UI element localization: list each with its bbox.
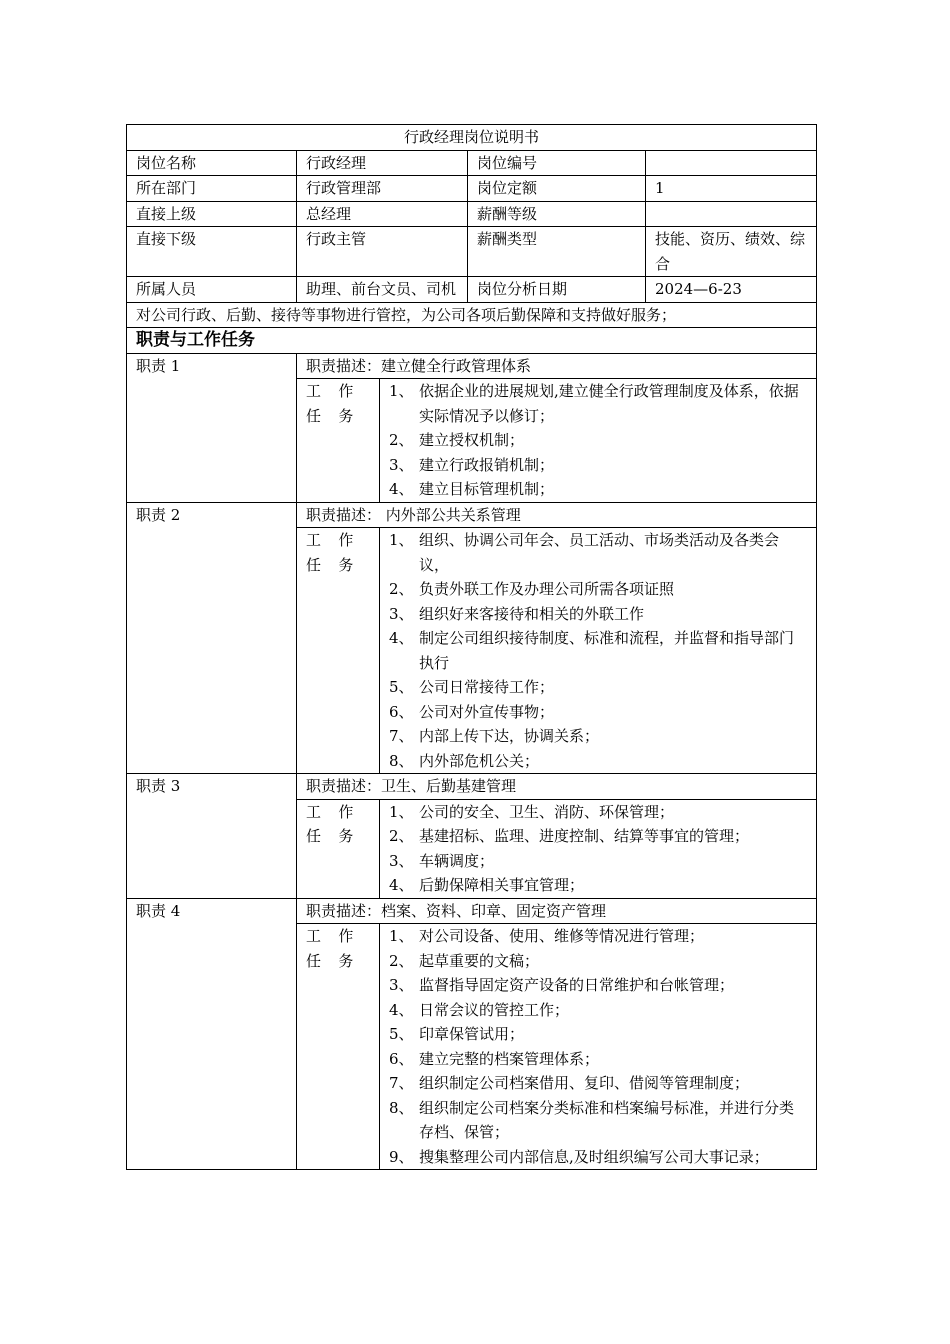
task-number: 1、 bbox=[389, 927, 414, 945]
task-text: 内外部危机公关； bbox=[419, 751, 540, 770]
salary-type-value: 技能、资历、绩效、综合 bbox=[646, 227, 817, 277]
duty-row bbox=[127, 502, 817, 528]
subordinate-value: 行政主管 bbox=[297, 227, 468, 277]
info-row-staff bbox=[127, 277, 817, 303]
task-number: 2、 bbox=[389, 431, 414, 449]
task-list-cell bbox=[380, 924, 817, 1170]
task-text: 对公司设备、使用、维修等情况进行管理； bbox=[419, 927, 705, 945]
task-item bbox=[389, 602, 807, 627]
salary-grade-value bbox=[646, 201, 817, 227]
task-text: 建立完整的档案管理体系； bbox=[419, 1049, 600, 1068]
task-item bbox=[389, 477, 807, 502]
task-text: 依据企业的进展规划,建立健全行政管理制度及体系，依据实际情况予以修订； bbox=[419, 382, 799, 425]
task-label: 工 作 任 务 bbox=[297, 528, 380, 774]
quota-value: 1 bbox=[646, 176, 817, 202]
task-item bbox=[389, 1071, 807, 1096]
task-number: 3、 bbox=[389, 455, 414, 474]
duty-description: 职责描述：建立健全行政管理体系 bbox=[297, 353, 817, 379]
staff-label: 所属人员 bbox=[127, 277, 297, 303]
staff-value: 助理、前台文员、司机 bbox=[297, 277, 468, 303]
task-item bbox=[389, 949, 807, 974]
task-item bbox=[389, 924, 807, 949]
task-text: 公司对外宣传事物； bbox=[419, 702, 555, 721]
task-text: 基建招标、监理、进度控制、结算等事宜的管理； bbox=[419, 827, 750, 845]
info-row-subordinate bbox=[127, 227, 817, 277]
duty-label: 职责 1 bbox=[127, 353, 297, 502]
info-row-superior bbox=[127, 201, 817, 227]
job-description-table bbox=[126, 124, 817, 1170]
task-item bbox=[389, 873, 807, 898]
task-number: 2、 bbox=[389, 827, 414, 845]
department-value: 行政管理部 bbox=[297, 176, 468, 202]
task-text: 组织制定公司档案借用、复印、借阅等管理制度； bbox=[419, 1074, 750, 1092]
task-number: 1、 bbox=[389, 382, 414, 400]
task-number: 9、 bbox=[389, 1147, 414, 1166]
task-number: 5、 bbox=[389, 678, 414, 696]
task-text: 建立授权机制； bbox=[419, 431, 525, 449]
task-text: 制定公司组织接待制度、标准和流程，并监督和指导部门执行 bbox=[419, 629, 795, 672]
superior-label: 直接上级 bbox=[127, 201, 297, 227]
task-item bbox=[389, 626, 807, 675]
task-list bbox=[389, 379, 807, 502]
task-item bbox=[389, 528, 807, 577]
duty-label: 职责 3 bbox=[127, 774, 297, 899]
task-item bbox=[389, 824, 807, 849]
section-title: 职责与工作任务 bbox=[127, 328, 817, 354]
task-number: 2、 bbox=[389, 580, 414, 598]
salary-type-label: 薪酬类型 bbox=[468, 227, 646, 277]
task-text: 搜集整理公司内部信息,及时组织编写公司大事记录； bbox=[419, 1147, 769, 1166]
task-number: 3、 bbox=[389, 851, 414, 870]
position-name-label: 岗位名称 bbox=[127, 150, 297, 176]
duty-row bbox=[127, 353, 817, 379]
task-list-cell bbox=[380, 379, 817, 503]
task-number: 1、 bbox=[389, 802, 414, 821]
task-text: 组织好来客接待和相关的外联工作 bbox=[419, 604, 645, 623]
department-label: 所在部门 bbox=[127, 176, 297, 202]
task-item bbox=[389, 973, 807, 998]
task-number: 6、 bbox=[389, 702, 414, 721]
info-row-position bbox=[127, 150, 817, 176]
task-text: 建立行政报销机制； bbox=[419, 455, 555, 474]
task-text: 后勤保障相关事宜管理； bbox=[419, 876, 585, 894]
task-text: 内部上传下达，协调关系； bbox=[419, 727, 600, 745]
subordinate-label: 直接下级 bbox=[127, 227, 297, 277]
task-list-cell bbox=[380, 799, 817, 898]
task-number: 8、 bbox=[389, 751, 414, 770]
info-row-department bbox=[127, 176, 817, 202]
task-list bbox=[389, 800, 807, 898]
task-text: 监督指导固定资产设备的日常维护和台帐管理； bbox=[419, 976, 735, 994]
task-item bbox=[389, 379, 807, 428]
task-number: 7、 bbox=[389, 1074, 414, 1092]
task-text: 日常会议的管控工作； bbox=[419, 1000, 570, 1019]
task-number: 4、 bbox=[389, 1000, 414, 1019]
task-text: 车辆调度； bbox=[419, 851, 495, 870]
duty-description: 职责描述：档案、资料、印章、固定资产管理 bbox=[297, 898, 817, 924]
task-list bbox=[389, 528, 807, 773]
task-label: 工 作 任 务 bbox=[297, 379, 380, 503]
superior-value: 总经理 bbox=[297, 201, 468, 227]
task-item bbox=[389, 998, 807, 1023]
task-item bbox=[389, 1022, 807, 1047]
task-item bbox=[389, 700, 807, 725]
task-text: 公司的安全、卫生、消防、环保管理； bbox=[419, 802, 675, 821]
task-item bbox=[389, 849, 807, 874]
position-summary: 对公司行政、后勤、接待等事物进行管控，为公司各项后勤保障和支持做好服务； bbox=[127, 302, 817, 328]
analysis-date-value: 2024—6-23 bbox=[646, 277, 817, 303]
task-number: 6、 bbox=[389, 1049, 414, 1068]
salary-grade-label: 薪酬等级 bbox=[468, 201, 646, 227]
position-name-value: 行政经理 bbox=[297, 150, 468, 176]
duty-label: 职责 2 bbox=[127, 502, 297, 774]
section-row bbox=[127, 328, 817, 354]
task-text: 印章保管试用； bbox=[419, 1025, 525, 1043]
task-list-cell bbox=[380, 528, 817, 774]
task-number: 3、 bbox=[389, 604, 414, 623]
task-number: 2、 bbox=[389, 951, 414, 970]
task-item bbox=[389, 1096, 807, 1145]
task-text: 公司日常接待工作； bbox=[419, 678, 555, 696]
task-item bbox=[389, 749, 807, 774]
task-text: 起草重要的文稿； bbox=[419, 951, 540, 970]
task-number: 3、 bbox=[389, 976, 414, 994]
summary-row bbox=[127, 302, 817, 328]
task-text: 组织、协调公司年会、员工活动、市场类活动及各类会议， bbox=[419, 531, 780, 574]
duty-description: 职责描述：卫生、后勤基建管理 bbox=[297, 774, 817, 800]
duty-description: 职责描述： 内外部公共关系管理 bbox=[297, 502, 817, 528]
task-item bbox=[389, 675, 807, 700]
task-text: 建立目标管理机制； bbox=[419, 480, 555, 498]
task-item bbox=[389, 1145, 807, 1170]
duty-row bbox=[127, 774, 817, 800]
quota-label: 岗位定额 bbox=[468, 176, 646, 202]
task-number: 1、 bbox=[389, 531, 414, 549]
analysis-date-label: 岗位分析日期 bbox=[468, 277, 646, 303]
task-number: 4、 bbox=[389, 629, 414, 647]
task-item bbox=[389, 800, 807, 825]
task-item bbox=[389, 724, 807, 749]
task-list bbox=[389, 924, 807, 1169]
task-item bbox=[389, 428, 807, 453]
task-number: 4、 bbox=[389, 480, 414, 498]
duty-label: 职责 4 bbox=[127, 898, 297, 1170]
task-number: 5、 bbox=[389, 1025, 414, 1043]
task-number: 8、 bbox=[389, 1098, 414, 1117]
task-label: 工 作 任 务 bbox=[297, 799, 380, 898]
duty-row bbox=[127, 898, 817, 924]
task-number: 4、 bbox=[389, 876, 414, 894]
task-item bbox=[389, 453, 807, 478]
task-item bbox=[389, 1047, 807, 1072]
task-number: 7、 bbox=[389, 727, 414, 745]
document-title: 行政经理岗位说明书 bbox=[127, 125, 817, 151]
position-code-label: 岗位编号 bbox=[468, 150, 646, 176]
task-label: 工 作 任 务 bbox=[297, 924, 380, 1170]
title-row bbox=[127, 125, 817, 151]
task-text: 负责外联工作及办理公司所需各项证照 bbox=[419, 580, 675, 598]
task-item bbox=[389, 577, 807, 602]
position-code-value bbox=[646, 150, 817, 176]
task-text: 组织制定公司档案分类标准和档案编号标准，并进行分类存档、保管； bbox=[419, 1098, 795, 1141]
